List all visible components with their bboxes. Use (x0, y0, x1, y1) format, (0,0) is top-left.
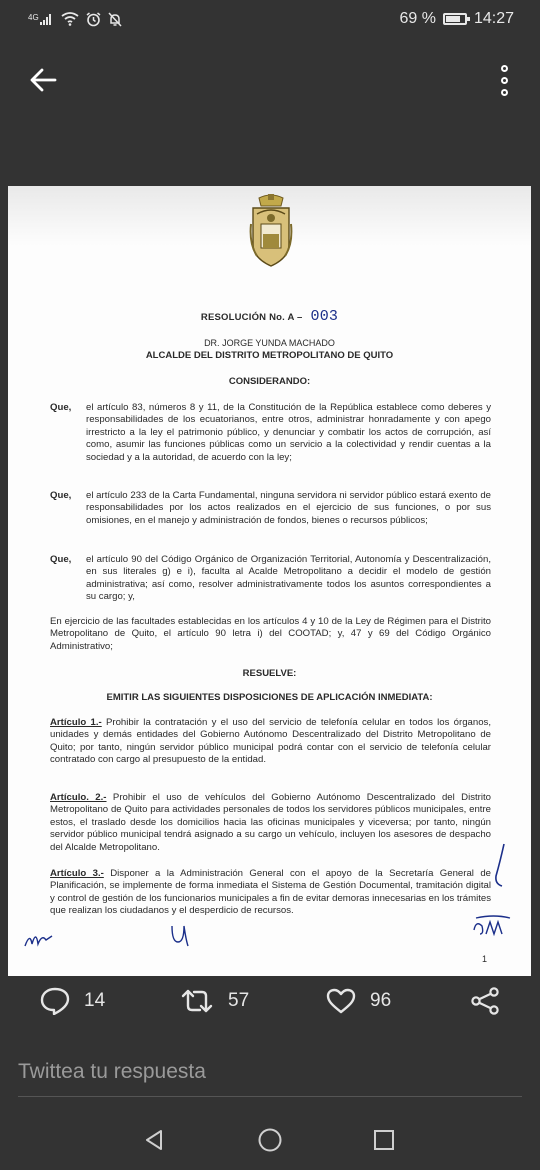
considerando-heading: CONSIDERANDO: (228, 376, 311, 387)
article-3: Artículo 3.- Disponer a la Administración General con el apoyo de la Secretaría General de Planificación, se implemente de forma inmediata el Sistema de Gestión Documental, tramitación digital y control de gestión de los funcionarios municipales a fin de evitar demoras innecesarias en los trámites que realizan los ciudadanos y el desperdicio de recursos. (50, 868, 492, 917)
retweet-button[interactable] (180, 988, 249, 1014)
que-paragraph-1: el artículo 83, números 8 y 11, de la Constitución de la República establece como deberes y responsabilidades de los ecuatorianos, entre otros, administrar honradamente y con apego irrestricto a la ley el patrimonio público, y denunciar y combatir los actos de corrupción, así como, asumir las funciones públicas como un servicio a la colectividad y rendir cuentas a la sociedad y a la autoridad, de acuerdo con la ley; (86, 402, 491, 463)
resolution-title: RESOLUCIÓN No. A – 003 (200, 308, 339, 325)
que-label-1: Que, (50, 402, 72, 413)
resuelve-heading: RESUELVE: (242, 668, 297, 679)
nav-back-button[interactable] (138, 1124, 170, 1156)
emitir-heading: EMITIR LAS SIGUIENTES DISPOSICIONES DE APLICACIÓN INMEDIATA: (106, 692, 433, 703)
reply-input[interactable]: Twittea tu respuesta (18, 1060, 206, 1083)
initials-center-icon (168, 922, 192, 950)
nav-recents-button[interactable] (368, 1124, 400, 1156)
ejercicio-paragraph: En ejercicio de las facultades establecidas en los artículos 4 y 10 de la Ley de Régimen para el Distrito Metropolitano de Quito, el artículo 90 letra i) del COOTAD; y, 47 y 69 del Código Orgánico Administrativo; (50, 616, 491, 652)
author-role: ALCALDE DEL DISTRITO METROPOLITANO DE QUITO (145, 350, 394, 361)
resolution-number: 003 (310, 308, 339, 325)
reply-icon (40, 987, 70, 1015)
status-bar (0, 0, 540, 38)
reply-button[interactable] (40, 987, 105, 1015)
initials-left-icon (22, 926, 56, 952)
que-paragraph-2: el artículo 233 de la Carta Fundamental, ninguna servidora ni servidor público estará exento de responsabilidades por los actos realizados en el ejercicio de sus funciones, o por sus omisiones, en el manejo y administración de fondos, bienes o recursos públicos; (86, 490, 491, 526)
notifications-off-icon (108, 12, 122, 27)
tweet-actions-bar (0, 976, 540, 1026)
retweet-count: 57 (228, 990, 250, 1011)
article-2: Artículo. 2.- Prohibir el uso de vehículos del Gobierno Autónomo Descentralizado del Distrito Metropolitano de Quito para actividades personales de todos los servidores públicos municipales, entre estos, el traslado desde los domicilios hacia las oficinas municipales y viceversa; por tanto, ningún servidor público municipal tendrá asignado a su cargo un vehículo, incluyen los asesores de despacho del Alcalde Metropolitano. (50, 792, 492, 853)
heart-icon (326, 988, 356, 1014)
author-name: DR. JORGE YUNDA MACHADO (204, 338, 335, 348)
status-icons-right (399, 10, 514, 28)
clock: 14:27 (473, 10, 514, 27)
back-button[interactable] (26, 63, 60, 97)
article-1: Artículo 1.- Prohibir la contratación y el uso del servicio de telefonía celular en todos los órganos, unidades y demás entidades del Gobierno Autónomo Descentralizado del Distrito Metropolitano de Quito; por tanto, ningún servidor público municipal podrá contar con el servicio de telefonía celular contratado con cargo al presupuesto de la entidad. (50, 717, 492, 766)
more-options-button[interactable] (492, 60, 516, 100)
alarm-icon (86, 12, 101, 27)
status-icons-left (28, 12, 122, 27)
reply-count: 14 (84, 990, 106, 1011)
network-indicator: 4G (28, 13, 54, 25)
arrow-left-icon (29, 68, 57, 92)
que-paragraph-3: el artículo 90 del Código Orgánico de Organización Territorial, Autonomía y Descentralización, en sus literales g) e i), faculta al Acalde Metropolitano a decidir el modelo de gestión administrativa; así como, resolver administrativamente todos los asuntos correspondientes a su cargo; y, (86, 554, 491, 603)
retweet-icon (180, 988, 214, 1014)
signal-icon (40, 13, 54, 25)
like-count: 96 (370, 990, 392, 1011)
triangle-back-icon (142, 1128, 166, 1152)
more-options-icon (501, 65, 508, 72)
circle-home-icon (257, 1127, 283, 1153)
system-navigation-bar (0, 1110, 540, 1170)
share-icon (470, 987, 500, 1015)
tweet-image-document[interactable] (8, 186, 531, 976)
battery-icon (443, 13, 467, 25)
que-label-2: Que, (50, 490, 72, 501)
coat-of-arms-icon (249, 194, 293, 268)
signature-mark-icon (486, 842, 514, 890)
battery-percent: 69 % (399, 10, 436, 27)
wifi-icon (61, 12, 79, 26)
reply-divider (18, 1096, 522, 1097)
like-button[interactable] (326, 988, 391, 1014)
que-label-3: Que, (50, 554, 72, 565)
square-recents-icon (372, 1128, 396, 1152)
share-button[interactable] (470, 987, 500, 1015)
page-number: 1 (481, 954, 487, 964)
initials-right-icon (470, 912, 514, 942)
nav-home-button[interactable] (254, 1124, 286, 1156)
media-viewer-toolbar (0, 40, 540, 120)
